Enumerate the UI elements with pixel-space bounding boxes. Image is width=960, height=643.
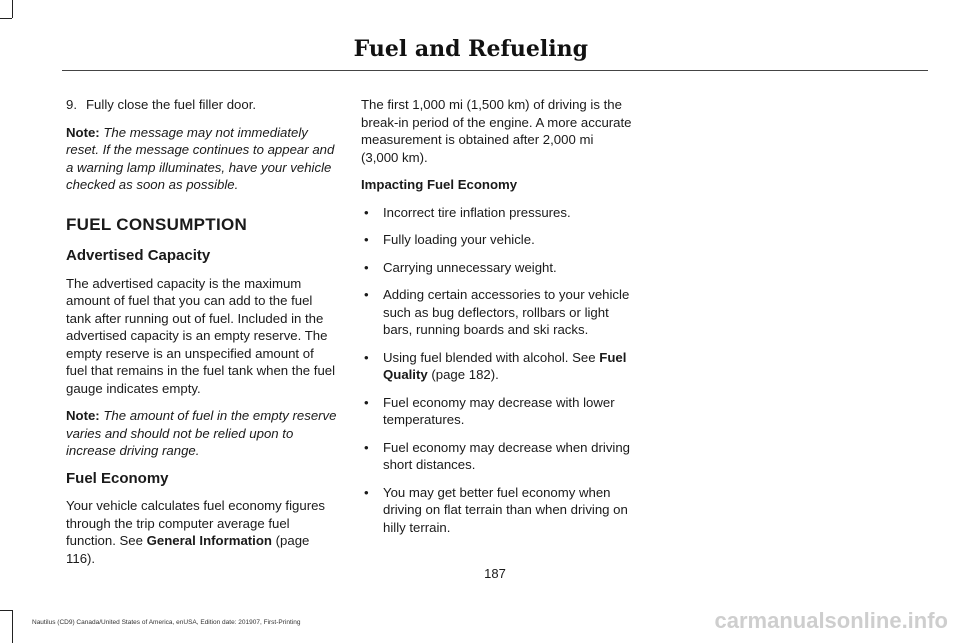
list-item xyxy=(361,439,633,474)
heading-impacting-fuel-economy: Impacting Fuel Economy xyxy=(361,177,518,192)
step-9 xyxy=(66,96,338,114)
bullet-icon: • xyxy=(364,287,369,302)
list-item-text: Adding certain accessories to your vehicle such as bug deflectors, rollbars or light bars, running boards and ski racks. xyxy=(383,287,630,337)
note-immediate-reset xyxy=(66,124,338,194)
heading-fuel-consumption: FUEL CONSUMPTION xyxy=(66,214,248,234)
advertised-capacity-paragraph: The advertised capacity is the maximum amount of fuel that you can add to the fuel tank after running out of fuel. Included in the advertised capacity is an empty reserve. The empty reserve is an unspecified amount of fuel that remains in the fuel tank when the fuel gauge indicates empty. xyxy=(66,275,336,396)
list-item-text: Fuel economy may decrease with lower temperatures. xyxy=(383,394,615,427)
page-number: 187 xyxy=(484,566,506,581)
note-text: The message may not immediately reset. If the message continues to appear and a warning lamp illuminates, have your vehicle checked as soon as possible. xyxy=(66,124,335,192)
heading-advertised-capacity: Advertised Capacity xyxy=(66,247,211,264)
step-number: 9. xyxy=(66,97,77,112)
list-item xyxy=(361,394,633,429)
list-item xyxy=(361,286,633,339)
step-text: Fully close the fuel filler door. xyxy=(86,97,257,112)
note-label: Note: xyxy=(66,124,100,140)
cross-reference-general-information[interactable]: General Information xyxy=(146,533,272,548)
list-item xyxy=(361,204,633,222)
crop-mark-top-left-v xyxy=(12,0,13,18)
middle-column xyxy=(361,96,633,546)
note-text: The amount of fuel in the empty reserve varies and should not be relied upon to increase driving range. xyxy=(66,408,337,458)
crop-mark-bottom-left-h xyxy=(0,610,12,611)
break-in-paragraph: The first 1,000 mi (1,500 km) of driving is the break-in period of the engine. A more accurate measurement is obtained after 2,000 mi (3,000 km). xyxy=(361,97,632,165)
heading-fuel-economy: Fuel Economy xyxy=(66,469,169,487)
cross-reference-page: (page 182). xyxy=(431,367,499,382)
list-item-text: Fuel economy may decrease when driving short distances. xyxy=(383,439,631,472)
note-empty-reserve xyxy=(66,407,338,460)
watermark: carmanualsonline.info xyxy=(714,608,948,633)
list-item-text: You may get better fuel economy when driving on flat terrain than when driving on hilly terrain. xyxy=(383,484,628,535)
cross-reference-page: (page 116). xyxy=(66,533,310,566)
list-item-text: Carrying unnecessary weight. xyxy=(383,259,557,275)
crop-mark-bottom-left-v xyxy=(12,610,13,643)
crop-mark-top-left-h xyxy=(0,18,12,19)
cross-reference-fuel-quality[interactable]: Fuel Quality xyxy=(383,349,627,382)
bullet-icon: • xyxy=(364,439,369,455)
bullet-icon: • xyxy=(364,232,369,247)
bullet-icon: • xyxy=(364,349,369,365)
fuel-economy-text: Your vehicle calculates fuel economy figures through the trip computer average fuel function. See xyxy=(66,498,326,548)
list-item xyxy=(361,484,633,537)
bullet-icon: • xyxy=(364,394,369,410)
bullet-icon: • xyxy=(364,484,369,500)
header-divider xyxy=(62,70,928,71)
fuel-economy-paragraph xyxy=(66,497,338,567)
page-header-title: Fuel and Refueling xyxy=(353,36,588,62)
bullet-icon: • xyxy=(364,204,369,220)
list-item-text: Incorrect tire inflation pressures. xyxy=(383,204,571,220)
list-item-text: Using fuel blended with alcohol. See xyxy=(383,349,596,365)
edition-footer: Nautilus (CD9) Canada/United States of America, enUSA, Edition date: 201907, First-Printing xyxy=(32,619,301,626)
list-item xyxy=(361,231,633,249)
impacting-factors-list xyxy=(361,204,633,537)
list-item xyxy=(361,259,633,277)
list-item xyxy=(361,349,633,384)
list-item-text: Fully loading your vehicle. xyxy=(383,232,535,247)
left-column xyxy=(66,96,338,577)
bullet-icon: • xyxy=(364,259,369,275)
note-label: Note: xyxy=(66,408,100,423)
